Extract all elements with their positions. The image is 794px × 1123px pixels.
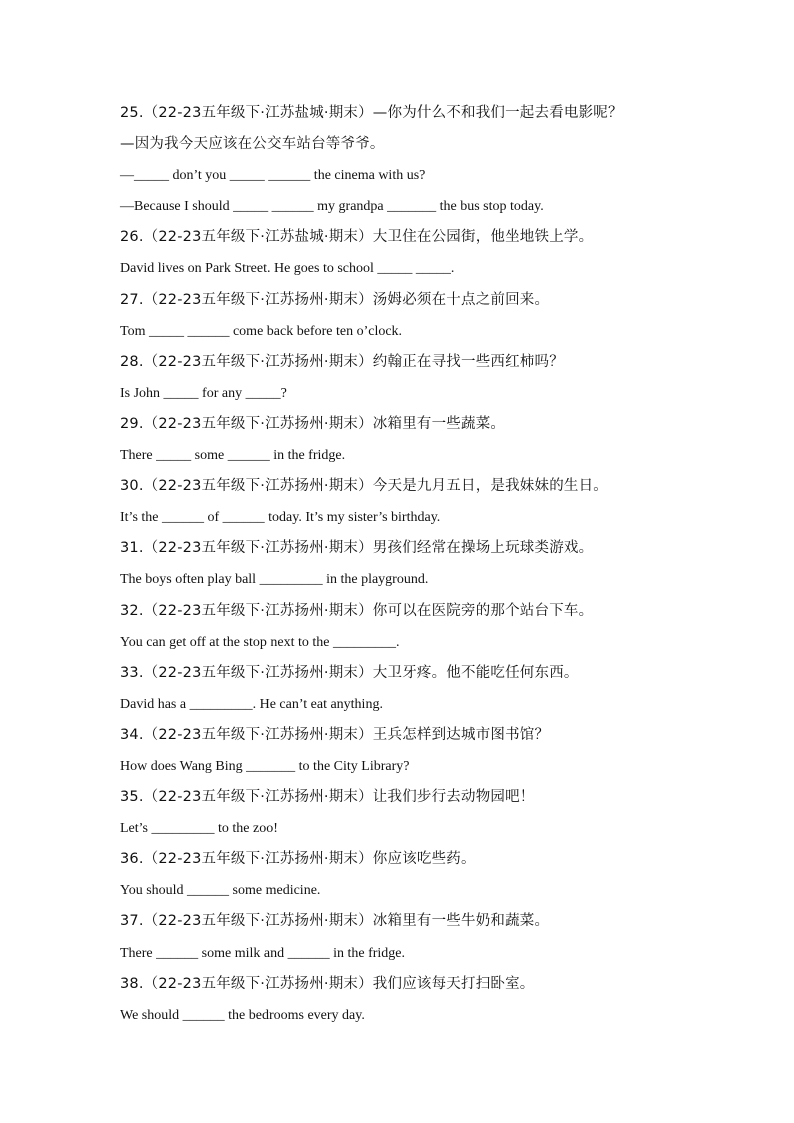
question-30-prompt: 30.（22-23五年级下·江苏扬州·期末）今天是九月五日，是我妹妹的生日。 bbox=[120, 478, 609, 495]
question-25-answer-line-2: —Because I should _____ ______ my grandpa _______ the bus stop today. bbox=[120, 199, 544, 215]
question-38-prompt: 38.（22-23五年级下·江苏扬州·期末）我们应该每天打扫卧室。 bbox=[120, 975, 535, 992]
question-38-answer: We should ______ the bedrooms every day. bbox=[120, 1007, 365, 1023]
question-27-answer: Tom _____ ______ come back before ten o’clock. bbox=[120, 323, 403, 339]
question-29-answer: There _____ some ______ in the fridge. bbox=[120, 448, 346, 464]
question-33-answer: David has a _________. He can’t eat anything. bbox=[120, 696, 383, 712]
exercise-list bbox=[120, 98, 680, 1031]
question-35-answer: Let’s _________ to the zoo! bbox=[120, 821, 278, 837]
question-28-answer: Is John _____ for any _____? bbox=[120, 385, 287, 401]
question-33-prompt: 33.（22-23五年级下·江苏扬州·期末）大卫牙疼。他不能吃任何东西。 bbox=[120, 664, 579, 681]
question-25-prompt: 25.（22-23五年级下·江苏盐城·期末）—你为什么不和我们一起去看电影呢？ bbox=[120, 105, 623, 121]
question-35-prompt: 35.（22-23五年级下·江苏扬州·期末）让我们步行去动物园吧！ bbox=[120, 789, 535, 806]
question-31-answer: The boys often play ball _________ in the playground. bbox=[120, 572, 429, 588]
question-25-prompt-cont: —因为我今天应该在公交车站台等爷爷。 bbox=[120, 136, 385, 153]
question-26-prompt: 26.（22-23五年级下·江苏盐城·期末）大卫住在公园街，他坐地铁上学。 bbox=[120, 229, 594, 246]
question-32-prompt: 32.（22-23五年级下·江苏扬州·期末）你可以在医院旁的那个站台下车。 bbox=[120, 602, 594, 619]
question-28-prompt: 28.（22-23五年级下·江苏扬州·期末）约翰正在寻找一些西红柿吗？ bbox=[120, 353, 564, 370]
question-29-prompt: 29.（22-23五年级下·江苏扬州·期末）冰箱里有一些蔬菜。 bbox=[120, 415, 506, 432]
question-32-answer: You can get off at the stop next to the _________. bbox=[120, 634, 400, 650]
question-30-answer: It’s the ______ of ______ today. It’s my sister’s birthday. bbox=[120, 510, 441, 526]
question-34-answer: How does Wang Bing _______ to the City Library? bbox=[120, 758, 410, 774]
question-27-prompt: 27.（22-23五年级下·江苏扬州·期末）汤姆必须在十点之前回来。 bbox=[120, 291, 550, 308]
question-37-answer: There ______ some milk and ______ in the fridge. bbox=[120, 945, 405, 961]
question-26-answer: David lives on Park Street. He goes to school _____ _____. bbox=[120, 261, 455, 277]
question-37-prompt: 37.（22-23五年级下·江苏扬州·期末）冰箱里有一些牛奶和蔬菜。 bbox=[120, 913, 550, 930]
question-25-answer-line-1: —_____ don’t you _____ ______ the cinema with us? bbox=[120, 168, 426, 184]
question-31-prompt: 31.（22-23五年级下·江苏扬州·期末）男孩们经常在操场上玩球类游戏。 bbox=[120, 540, 594, 557]
question-34-prompt: 34.（22-23五年级下·江苏扬州·期末）王兵怎样到达城市图书馆？ bbox=[120, 726, 550, 743]
question-36-answer: You should ______ some medicine. bbox=[120, 883, 321, 899]
question-36-prompt: 36.（22-23五年级下·江苏扬州·期末）你应该吃些药。 bbox=[120, 851, 476, 868]
